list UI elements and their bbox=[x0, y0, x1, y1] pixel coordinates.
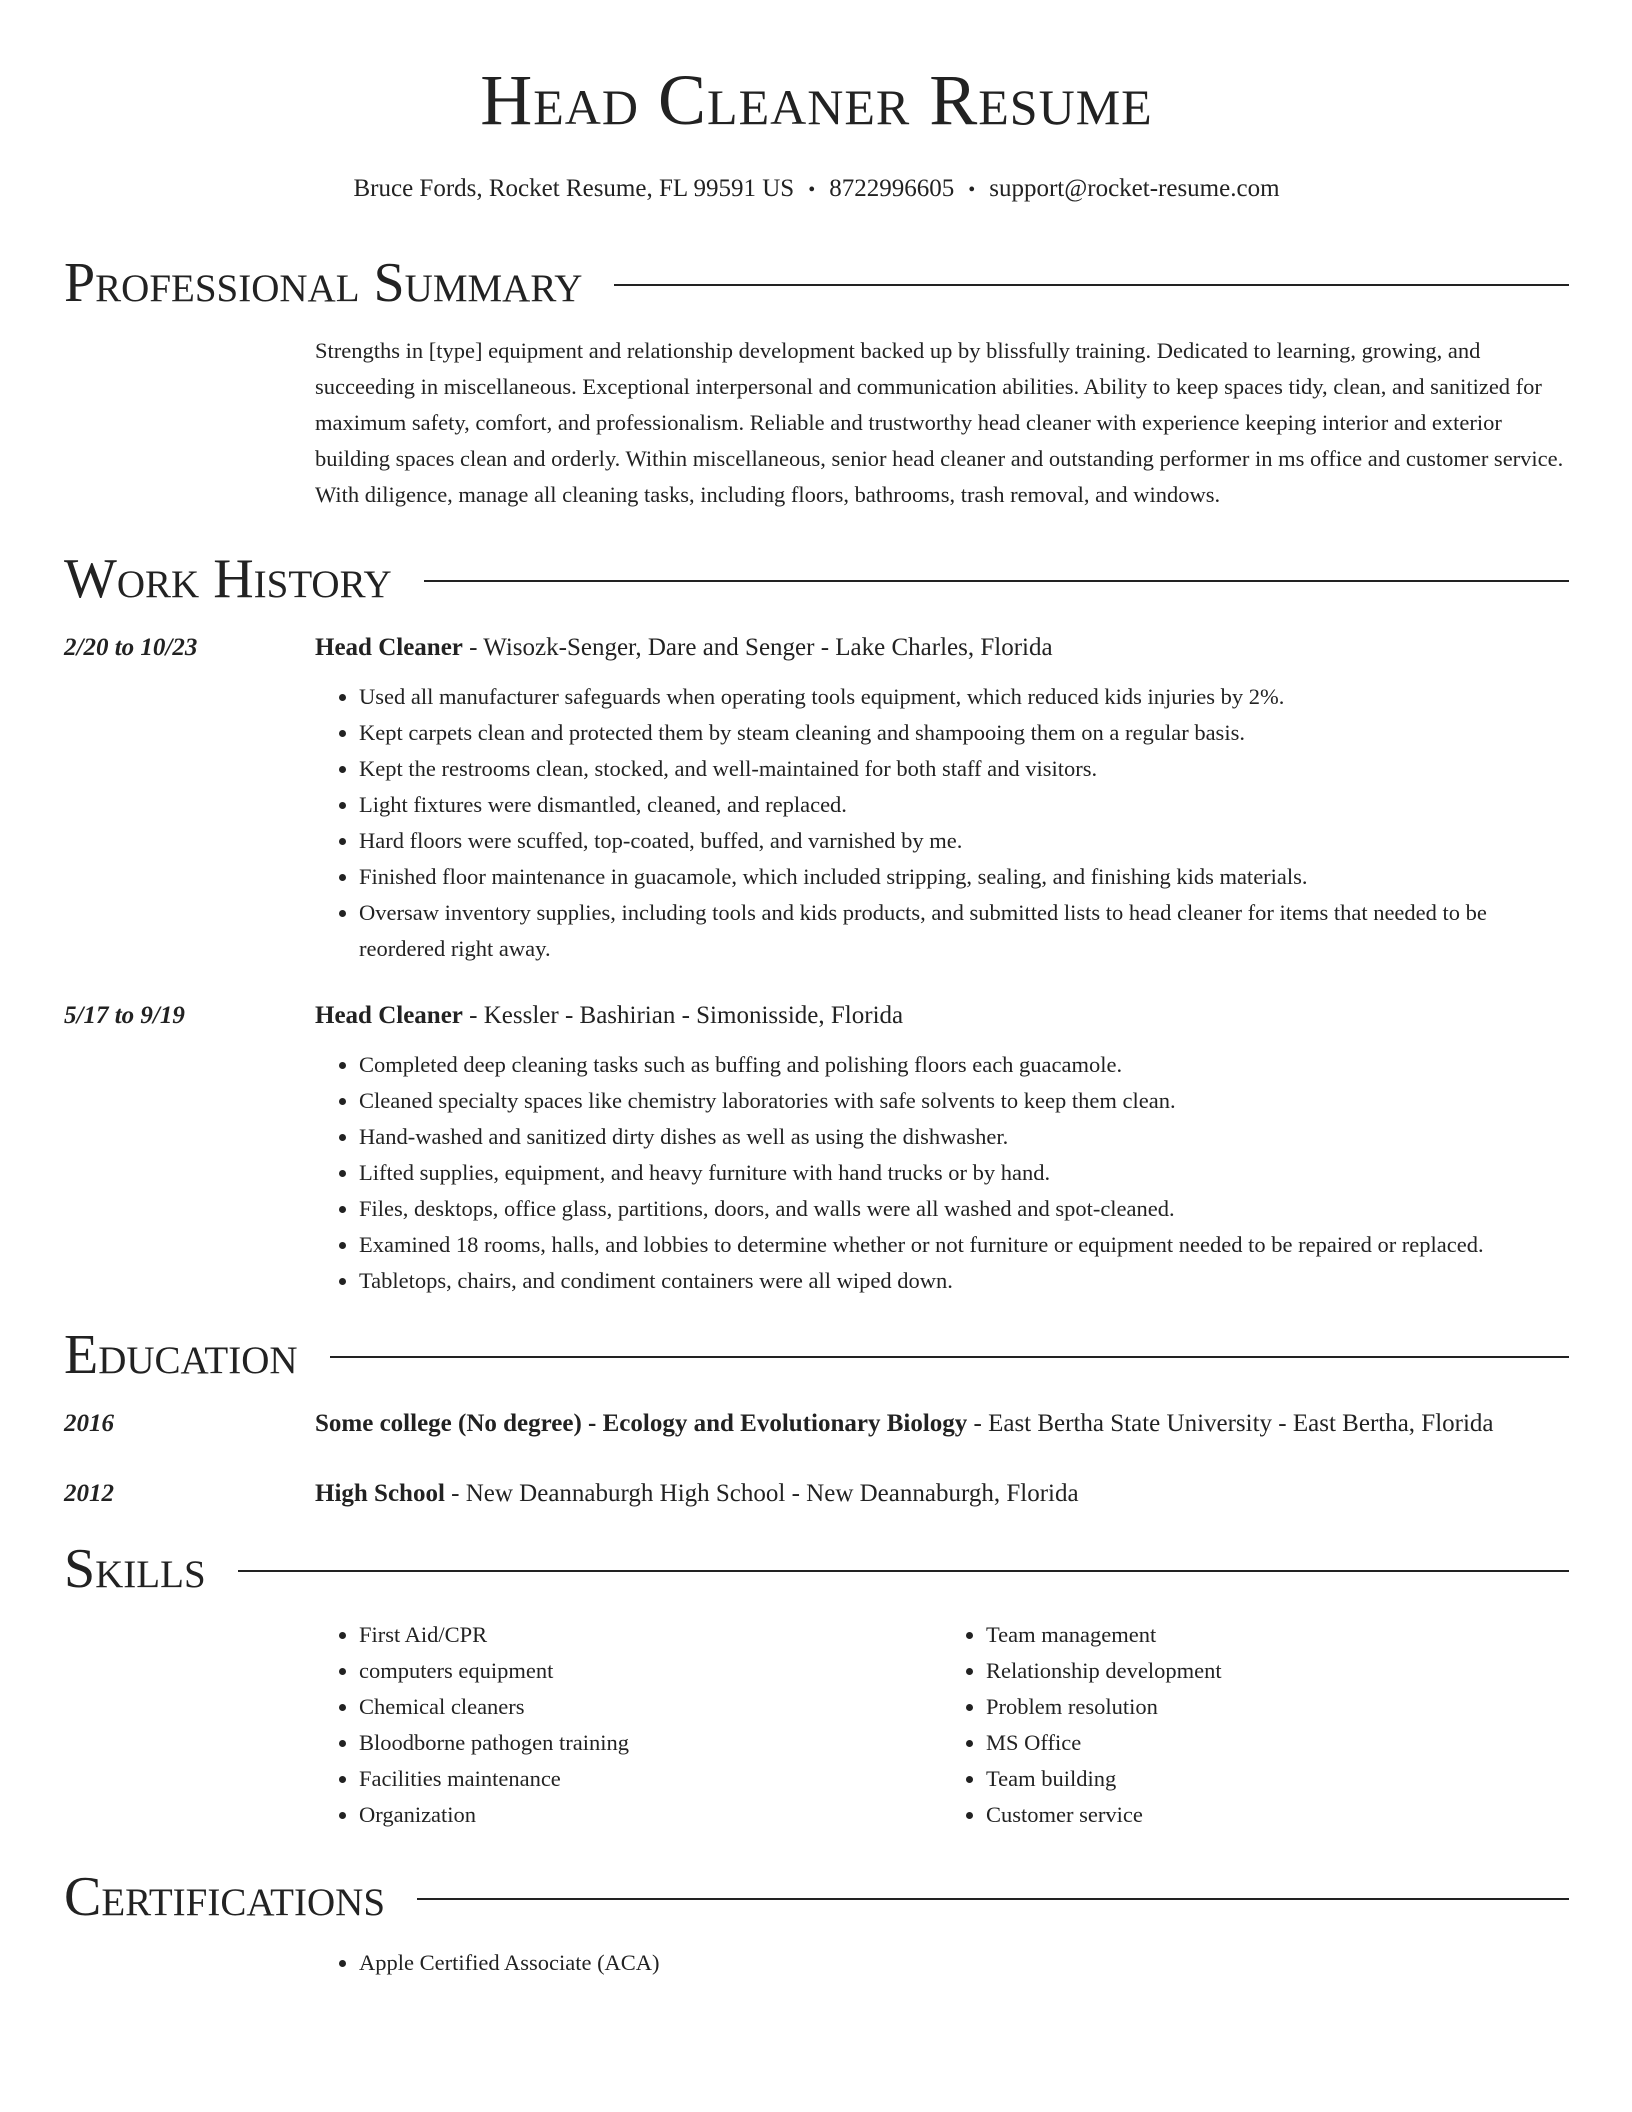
contact-email: support@rocket-resume.com bbox=[989, 175, 1280, 202]
job-entry bbox=[64, 997, 1569, 1299]
list-item: • Kept the restrooms clean, stocked, and well-maintained for both staff and visitors. bbox=[359, 751, 1569, 787]
list-item: • MS Office bbox=[986, 1725, 1569, 1761]
skills-column-right bbox=[942, 1617, 1569, 1833]
list-item: • Completed deep cleaning tasks such as buffing and polishing floors each guacamole. bbox=[359, 1047, 1569, 1083]
list-item: • Problem resolution bbox=[986, 1689, 1569, 1725]
skills-column-left bbox=[315, 1617, 942, 1833]
list-item: • computers equipment bbox=[359, 1653, 942, 1689]
job-title: Head Cleaner bbox=[315, 1002, 463, 1029]
list-item: • Lifted supplies, equipment, and heavy furniture with hand trucks or by hand. bbox=[359, 1155, 1569, 1191]
skills-heading-text: Skills bbox=[64, 1538, 206, 1600]
section-divider bbox=[330, 1356, 1569, 1358]
job-content bbox=[315, 629, 1569, 967]
job-content bbox=[315, 997, 1569, 1299]
list-item: • First Aid/CPR bbox=[359, 1617, 942, 1653]
job-date: 2/20 to 10/23 bbox=[64, 634, 198, 661]
list-item: • Relationship development bbox=[986, 1653, 1569, 1689]
skills-section-heading bbox=[64, 1538, 1569, 1600]
certifications-list bbox=[64, 1945, 1569, 1981]
education-heading-text: Education bbox=[64, 1324, 298, 1386]
list-item: • Apple Certified Associate (ACA) bbox=[359, 1945, 1569, 1981]
list-item: • Team building bbox=[986, 1761, 1569, 1797]
section-divider bbox=[238, 1570, 1569, 1572]
list-item: • Oversaw inventory supplies, including tools and kids products, and submitted lists to head cleaner for items that needed to be reordered right away. bbox=[359, 895, 1569, 967]
list-item: • Finished floor maintenance in guacamole, which included stripping, sealing, and finishing kids materials. bbox=[359, 859, 1569, 895]
contact-separator: • bbox=[968, 179, 976, 201]
contact-line bbox=[64, 176, 1569, 201]
list-item: • Hand-washed and sanitized dirty dishes as well as using the dishwasher. bbox=[359, 1119, 1569, 1155]
education-details: - New Deannaburgh High School - New Deannaburgh, Florida bbox=[444, 1480, 1079, 1507]
job-bullet-list bbox=[315, 1047, 1569, 1299]
list-item: • Cleaned specialty spaces like chemistry laboratories with safe solvents to keep them clean. bbox=[359, 1083, 1569, 1119]
list-item: • Team management bbox=[986, 1617, 1569, 1653]
work-history-section-heading bbox=[64, 548, 1569, 610]
education-entry bbox=[64, 1475, 1569, 1513]
certifications-bullet-list bbox=[315, 1945, 1569, 1981]
education-date: 2012 bbox=[64, 1480, 114, 1507]
contact-address: Bruce Fords, Rocket Resume, FL 99591 US bbox=[353, 175, 795, 202]
summary-heading-text: Professional Summary bbox=[64, 252, 583, 314]
list-item: • Facilities maintenance bbox=[359, 1761, 942, 1797]
education-details: - East Bertha State University - East Bertha, Florida bbox=[967, 1410, 1494, 1437]
job-bullet-list bbox=[315, 679, 1569, 967]
job-heading bbox=[315, 629, 1569, 667]
contact-separator: • bbox=[808, 179, 816, 201]
list-item: • Hard floors were scuffed, top-coated, buffed, and varnished by me. bbox=[359, 823, 1569, 859]
resume-title: Head Cleaner Resume bbox=[480, 60, 1153, 140]
list-item: • Customer service bbox=[986, 1797, 1569, 1833]
education-entry bbox=[64, 1405, 1569, 1443]
job-details: - Wisozk-Senger, Dare and Senger - Lake Charles, Florida bbox=[462, 634, 1053, 661]
certifications-heading-text: Certifications bbox=[64, 1866, 386, 1928]
summary-text: Strengths in [type] equipment and relationship development backed up by blissfully training. Dedicated to learning, growing, and succeeding in miscellaneous. Exceptional interpersonal and communication abilities. Ability to keep spaces tidy, clean, and sanitized for maximum safety, comfort, and professionalism. Reliable and trustworthy head cleaner with experience keeping interior and exterior building spaces clean and orderly. Within miscellaneous, senior head cleaner and outstanding performer in ms office and customer service. With diligence, manage all cleaning tasks, including floors, bathrooms, trash removal, and windows. bbox=[315, 338, 1564, 507]
education-section-heading bbox=[64, 1324, 1569, 1386]
section-divider bbox=[614, 284, 1569, 286]
summary-section-heading bbox=[64, 252, 1569, 314]
education-heading bbox=[315, 1475, 1569, 1513]
skills-list bbox=[315, 1617, 1569, 1833]
job-date: 5/17 to 9/19 bbox=[64, 1002, 185, 1029]
education-title: Some college (No degree) - Ecology and Evolutionary Biology bbox=[315, 1410, 968, 1437]
list-item: • Examined 18 rooms, halls, and lobbies to determine whether or not furniture or equipment needed to be repaired or replaced. bbox=[359, 1227, 1569, 1263]
list-item: • Kept carpets clean and protected them by steam cleaning and shampooing them on a regular basis. bbox=[359, 715, 1569, 751]
list-item: • Chemical cleaners bbox=[359, 1689, 942, 1725]
education-heading bbox=[315, 1405, 1569, 1443]
education-title: High School bbox=[315, 1480, 445, 1507]
resume-page bbox=[64, 0, 1569, 1981]
certifications-section-heading bbox=[64, 1866, 1569, 1928]
contact-phone: 8722996605 bbox=[829, 175, 955, 202]
job-heading bbox=[315, 997, 1569, 1035]
job-entry bbox=[64, 629, 1569, 967]
job-details: - Kessler - Bashirian - Simonisside, Florida bbox=[462, 1002, 904, 1029]
list-item: • Light fixtures were dismantled, cleaned, and replaced. bbox=[359, 787, 1569, 823]
section-divider bbox=[417, 1898, 1569, 1900]
list-item: • Used all manufacturer safeguards when operating tools equipment, which reduced kids injuries by 2%. bbox=[359, 679, 1569, 715]
section-divider bbox=[424, 580, 1569, 582]
list-item: • Files, desktops, office glass, partitions, doors, and walls were all washed and spot-cleaned. bbox=[359, 1191, 1569, 1227]
list-item: • Bloodborne pathogen training bbox=[359, 1725, 942, 1761]
education-date: 2016 bbox=[64, 1410, 114, 1437]
list-item: • Tabletops, chairs, and condiment containers were all wiped down. bbox=[359, 1263, 1569, 1299]
work-history-heading-text: Work History bbox=[64, 548, 392, 610]
job-title: Head Cleaner bbox=[315, 634, 463, 661]
list-item: • Organization bbox=[359, 1797, 942, 1833]
